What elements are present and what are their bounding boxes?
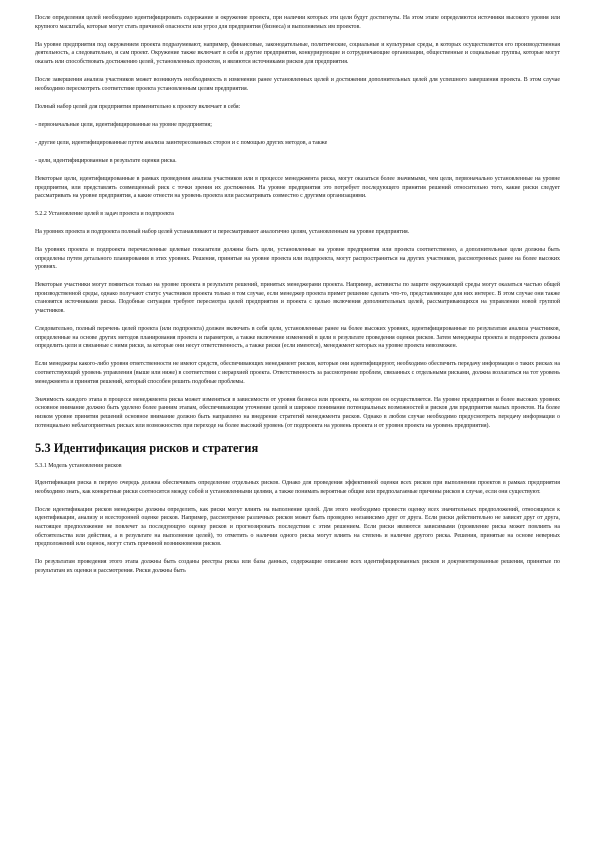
paragraph: На уровнях проекта и подпроекта перечисленные целевые показатели должны быть цели, установленные на уровне предприятия или проекта соответственно, а дополнительные цели должны быть определены путем детального планирования в этих уровнях. Решения, принятые на уровне проекта или подпроекта, могут распространяться на других участников, рассмотренных ранее на более высоких уровнях. (35, 247, 560, 271)
list-item: - цели, идентифицированные в результате оценки риска. (35, 157, 177, 164)
subsection-heading: 5.2.2 Установление целей в задач проекта и подпроекта (35, 211, 174, 218)
paragraph: После определения целей необходимо идентифицировать содержание и окружение проекта, при наличии которых эти цели будут достигнуты. На этом этапе определяются источники высокого уровня или крупного масштаба, которые могут стать причиной опасности или угроз для предприятия (бизнеса) и выполняемых им проектов. (35, 15, 560, 30)
paragraph: На уровнях проекта и подпроекта полный набор целей устанавливают и пересматривают аналогично целям, установленным на уровне предприятия. (35, 228, 410, 235)
subsection-heading: 5.3.1 Модель установления рисков (35, 462, 122, 469)
paragraph: На уровне предприятия под окружением проекта подразумевают, например, финансовые, законодательные, политические, социальные и культурные среды, в которых осуществляется его производственная деятельность, а следовательно, и сам проект. Окружение также включает в себя и другие предприятия, конкурирующие и сотрудничающие организации, общественные и социальные группы, которые могут оказать или способствовать достижению целей, установленных проектом, и являются источниками рисков для предприятия. (35, 41, 560, 65)
paragraph: Следовательно, полный перечень целей проекта (или подпроекта) должен включать в себя цели, установленные ранее на более высоких уровнях, идентифицированные по результатам анализа участников, определенные на основе других методов планирования проекта и параметров, а также включение изменений в цели в результате проведения оценки рисков. Затем менеджеры проекта и подпроекта должны определить цели и связанные с ними риски, за которые они несут ответственность, а также риски (если имеются), менеджмент которых на уровне проекта невозможен. (35, 326, 560, 350)
paragraph: Некоторые цели, идентифицированные в рамках проведения анализа участников или в процессе менеджмента риска, могут оказаться более значимыми, чем цели, первоначально установленные на уровне предприятия, или представлять совмещенный риск с точки зрения их достижения. На уровне предприятия это потребует последующего принятия решений относительно того, какие риски следует рассматривать на уровне предприятия, а какие отнести на уровень проекта или рассматривать совместно с другими организациями. (35, 176, 560, 200)
list-item: - первоначальные цели, идентифицированные на уровне предприятия; (35, 121, 212, 128)
paragraph: Значимость каждого этапа в процессе менеджмента риска может изменяться в зависимости от уровня бизнеса или проекта, на котором он осуществляется. На уровне предприятия и более высоких уровнях основное внимание должно быть уделено более ранним этапам, обеспечивающим уточнение целей и широкое понимание потенциальных возможностей и рисков для предприятия малых проектов. На более низком уровне принятия решений основное внимание должно быть направлено на внедрение стратегий менеджмента рисков. Однако в любом случае необходимо предусмотреть передачу информации о потенциально неблагоприятных рисках или возможностях при переходе на более высокий уровень (от подпроекта на уровень проекта и от уровня проекта на уровень предприятия). (35, 396, 560, 429)
paragraph: После идентификации рисков менеджеры должны определить, как риски могут влиять на выполнение целей. Для этого необходимо провести оценку всех значительных предположений, относящихся к идентификации, анализу и всесторонней оценке рисков. Например, рассмотрение различных рисков может быть проведено независимо друг от друга. Если риски действительно не зависят друг от друга, настоящее предположение не повлечет за последующую оценку рисков и прогнозировать последствия с этим решением. Если риски являются зависимыми (проявление риска может повлиять на обстоятельства или действия, а в результате на выполнение целей), то отметить о наличии одного риска могут влиять на степень и наличие другого риска. Решения, принятые на основе неверных предположений или оценок, могут стать причиной возникновения рисков. (35, 506, 560, 548)
paragraph: Если менеджеры какого-либо уровня ответственности не имеют средств, обеспечивающих менеджмент рисков, которые они идентифицируют, необходимо обеспечить передачу информации о таких рисках на соответствующий уровень управления (выше или ниже) в соответствии с иерархией проекта. Ответственность за рассмотрение проблем, связанных с отдельными рисками, должна возлагаться на тот уровень менеджмента и принятия решений, который способен решить подобные проблемы. (35, 361, 560, 385)
list-item: - другие цели, идентифицированные путем анализа заинтересованных сторон и с помощью других методов, а также (35, 139, 328, 146)
paragraph: По результатам проведения этого этапа должны быть созданы реестры риска или базы данных, содержащие описание всех идентифицированных рисков и документированные решения, принятые по результатам их оценки и рассмотрения. Риски должны быть (35, 559, 560, 574)
section-heading: 5.3 Идентификация рисков и стратегия (35, 440, 259, 455)
paragraph: Идентификация риска в первую очередь должна обеспечивать определение отдельных рисков. Однако для проведения эффективной оценки всех рисков при выполнении проектов в рамках предприятия необходимо знать, как конкретные риски соотносятся между собой и установленными целями, а также понимать вероятные общие или предполагаемые причины рисков в случае, если они существуют. (35, 480, 560, 495)
paragraph: Некоторые участники могут появиться только на уровне проекта в результате решений, принятых менеджерами проекта. Например, активисты по защите окружающей среды могут оказаться частью общей производственной среды, однако получают статус участников проекта только в том случае, если менеджер проекта примет решение сделать что-то, представляющее для них интерес. В этом случае они также становятся источниками риска. Подобные ситуации требуют пересмотра целей предприятия и проекта с целью включения дополнительных целей, рассматривающихся на управлении новой группой участников. (35, 282, 560, 315)
paragraph: После завершения анализа участников может возникнуть необходимость в изменении ранее установленных целей и достижении дополнительных целей для успешного завершения проекта. В этом случае необходимо пересмотреть соответствие проекта установленным целям предприятия. (35, 76, 560, 92)
paragraph: Полный набор целей для предприятия применительно к проекту включает в себя: (35, 103, 241, 110)
